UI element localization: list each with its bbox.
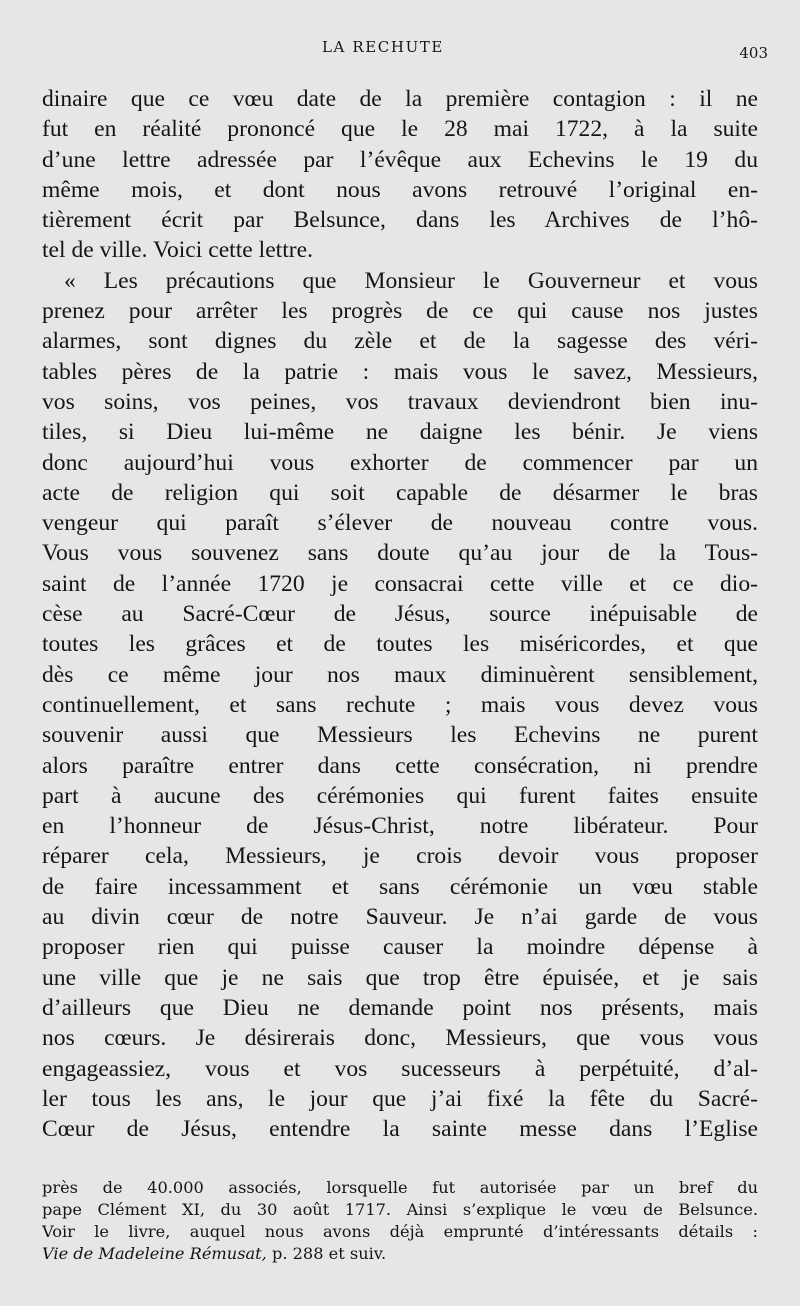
text-line: proposer rien qui puisse causer la moindre dépense à [42, 934, 758, 961]
text-line: souvenir aussi que Messieurs les Echevins ne purent [42, 722, 758, 749]
text-line: une ville que je ne sais que trop être épuisée, et je sais [42, 964, 758, 991]
page-number: 403 [739, 44, 768, 62]
text-line: alors paraître entrer dans cette consécration, ni prendre [42, 752, 758, 779]
text-line: dès ce même jour nos maux diminuèrent sensiblement, [42, 661, 758, 688]
footnote-line [42, 1243, 758, 1265]
text-line: Vous vous souvenez sans doute qu’au jour de la Tous- [42, 540, 758, 567]
text-line: part à aucune des cérémonies qui furent faites ensuite [42, 782, 758, 809]
page-reference: p. 288 et suiv. [266, 1244, 387, 1263]
text-line: en l’honneur de Jésus-Christ, notre libérateur. Pour [42, 813, 758, 840]
running-title: LA RECHUTE [322, 38, 444, 56]
text-line: même mois, et dont nous avons retrouvé l’original en- [42, 176, 758, 203]
text-line: de faire incessamment et sans cérémonie un vœu stable [42, 873, 758, 900]
text-line: nos cœurs. Je désirerais donc, Messieurs, que vous vous [42, 1025, 758, 1052]
text-line: vos soins, vos peines, vos travaux deviendront bien inu- [42, 388, 758, 415]
text-line: toutes les grâces et de toutes les miséricordes, et que [42, 631, 758, 658]
text-line: d’ailleurs que Dieu ne demande point nos présents, mais [42, 994, 758, 1021]
main-text [42, 84, 758, 1144]
text-line: au divin cœur de notre Sauveur. Je n’ai garde de vous [42, 904, 758, 931]
text-line: continuellement, et sans rechute ; mais vous devez vous [42, 691, 758, 718]
text-line: réparer cela, Messieurs, je crois devoir vous proposer [42, 843, 758, 870]
text-line: Cœur de Jésus, entendre la sainte messe dans l’Eglise [42, 1116, 758, 1143]
text-line: vengeur qui paraît s’élever de nouveau contre vous. [42, 510, 758, 537]
footnote [42, 1177, 758, 1265]
book-title: Vie de Madeleine Rémusat, [42, 1244, 267, 1263]
text-line: prenez pour arrêter les progrès de ce qui cause nos justes [42, 298, 758, 325]
footnote-line: près de 40.000 associés, lorsquelle fut autorisée par un bref du [42, 1178, 758, 1197]
text-line: alarmes, sont dignes du zèle et de la sagesse des véri- [42, 328, 758, 355]
text-line: « Les précautions que Monsieur le Gouverneur et vous [64, 267, 758, 294]
text-line: d’une lettre adressée par l’évêque aux Echevins le 19 du [42, 146, 758, 173]
text-line: ler tous les ans, le jour que j’ai fixé la fête du Sacré- [42, 1085, 758, 1112]
text-line: fut en réalité prononcé que le 28 mai 1722, à la suite [42, 116, 758, 143]
footnote-line: Voir le livre, auquel nous avons déjà emprunté d’intéressants détails : [42, 1222, 758, 1241]
text-line: acte de religion qui soit capable de désarmer le bras [42, 479, 758, 506]
text-line: donc aujourd’hui vous exhorter de commencer par un [42, 449, 758, 476]
text-line: cèse au Sacré-Cœur de Jésus, source inépuisable de [42, 601, 758, 628]
footnote-line: pape Clément XI, du 30 août 1717. Ainsi s’explique le vœu de Belsunce. [42, 1200, 758, 1219]
text-line: saint de l’année 1720 je consacrai cette ville et ce dio- [42, 570, 758, 597]
page-header [0, 38, 800, 68]
text-line: engageassiez, vous et vos sucesseurs à perpétuité, d’al- [42, 1055, 758, 1082]
text-line: tièrement écrit par Belsunce, dans les Archives de l’hô- [42, 207, 758, 234]
text-line: tiles, si Dieu lui-même ne daigne les bénir. Je viens [42, 419, 758, 446]
text-line: tables pères de la patrie : mais vous le savez, Messieurs, [42, 358, 758, 385]
text-line: tel de ville. Voici cette lettre. [42, 237, 314, 264]
text-line: dinaire que ce vœu date de la première contagion : il ne [42, 86, 758, 112]
